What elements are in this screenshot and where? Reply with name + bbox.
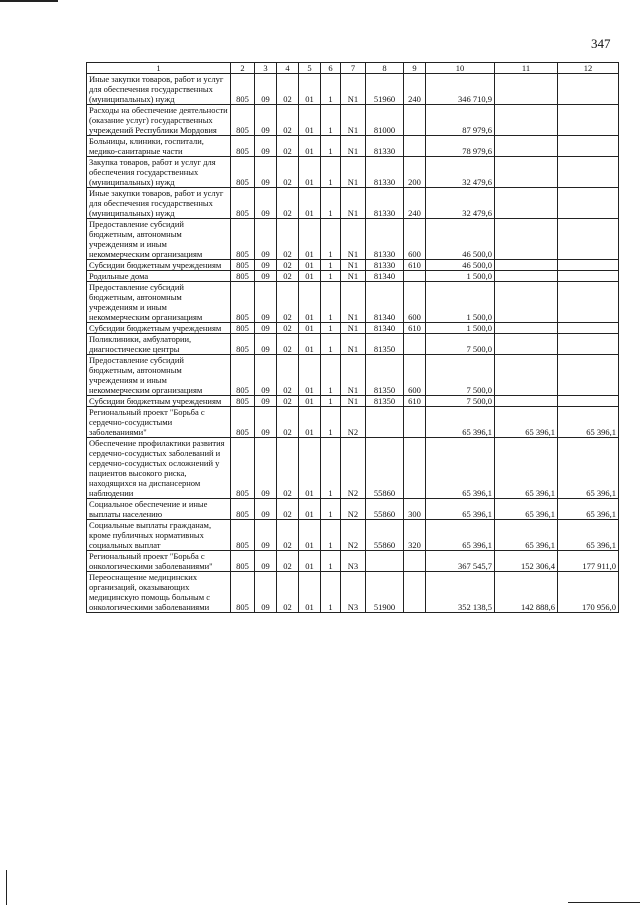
section-code-cell: 09 [255,323,277,334]
row-name-cell: Иные закупки товаров, работ и услуг для обеспечения государственных (муниципальных) нужд [87,188,231,219]
amount-cell [558,74,619,105]
target-code-cell: 1 [321,499,341,520]
ved-code-cell: 805 [231,271,255,282]
target-code-cell: 01 [299,396,321,407]
table-body [87,74,619,613]
section-code-cell: 09 [255,499,277,520]
target-code-cell: 1 [321,260,341,271]
amount-cell: 7 500,0 [426,334,495,355]
amount-cell: 177 911,0 [558,551,619,572]
table-row [87,271,619,282]
amount-cell [558,396,619,407]
expense-type-cell: 320 [404,520,426,551]
target-code-cell: 1 [321,105,341,136]
section-code-cell: 09 [255,105,277,136]
amount-cell [495,219,558,260]
expense-code-cell: 81330 [366,219,404,260]
ved-code-cell: 805 [231,105,255,136]
expense-code-cell: 81340 [366,282,404,323]
amount-cell [558,355,619,396]
amount-cell [558,219,619,260]
section-code-cell: 09 [255,334,277,355]
amount-cell: 65 396,1 [495,499,558,520]
amount-cell: 78 979,6 [426,136,495,157]
expense-code-cell: 81330 [366,188,404,219]
ved-code-cell: 805 [231,396,255,407]
section-code-cell: 09 [255,188,277,219]
row-name-cell: Социальное обеспечение и иные выплаты населению [87,499,231,520]
ved-code-cell: 805 [231,219,255,260]
target-code-cell: 01 [299,520,321,551]
table-row [87,334,619,355]
amount-cell [558,334,619,355]
amount-cell [558,323,619,334]
ved-code-cell: 805 [231,407,255,438]
subsection-code-cell: 02 [277,157,299,188]
amount-cell [558,271,619,282]
ved-code-cell: 805 [231,74,255,105]
ved-code-cell: 805 [231,438,255,499]
expense-type-cell [404,438,426,499]
expense-code-cell: 51900 [366,572,404,613]
row-name-cell: Субсидии бюджетным учреждениям [87,323,231,334]
amount-cell: 65 396,1 [426,520,495,551]
table-row [87,499,619,520]
header-cell: 2 [231,63,255,74]
expense-type-cell: 240 [404,74,426,105]
project-code-cell: N1 [341,219,366,260]
section-code-cell: 09 [255,551,277,572]
subsection-code-cell: 02 [277,551,299,572]
target-code-cell: 1 [321,271,341,282]
project-code-cell: N1 [341,396,366,407]
target-code-cell: 1 [321,219,341,260]
target-code-cell: 01 [299,219,321,260]
row-name-cell: Закупка товаров, работ и услуг для обеспечения государственных (муниципальных) нужд [87,157,231,188]
row-name-cell: Переоснащение медицинских организаций, оказывающих медицинскую помощь больным с онкологическими заболеваниями [87,572,231,613]
header-row [87,63,619,74]
table-row [87,396,619,407]
target-code-cell: 1 [321,323,341,334]
row-name-cell: Предоставление субсидий бюджетным, автономным учреждениям и иным некоммерческим организациям [87,282,231,323]
amount-cell [558,136,619,157]
amount-cell: 170 956,0 [558,572,619,613]
expense-type-cell [404,334,426,355]
amount-cell: 65 396,1 [495,438,558,499]
row-name-cell: Расходы на обеспечение деятельности (оказание услуг) государственных учреждений Республики Мордовия [87,105,231,136]
table-row [87,105,619,136]
target-code-cell: 1 [321,396,341,407]
header-cell: 8 [366,63,404,74]
expense-type-cell [404,551,426,572]
amount-cell [495,188,558,219]
expense-type-cell: 600 [404,355,426,396]
amount-cell: 65 396,1 [495,520,558,551]
project-code-cell: N1 [341,260,366,271]
project-code-cell: N2 [341,499,366,520]
scan-mark-top-left [0,0,58,2]
table-row [87,407,619,438]
expense-code-cell: 81330 [366,260,404,271]
project-code-cell: N1 [341,188,366,219]
row-name-cell: Предоставление субсидий бюджетным, автономным учреждениям и иным некоммерческим организациям [87,219,231,260]
section-code-cell: 09 [255,74,277,105]
amount-cell: 65 396,1 [558,520,619,551]
expense-code-cell: 81000 [366,105,404,136]
expense-type-cell [404,136,426,157]
section-code-cell: 09 [255,396,277,407]
project-code-cell: N1 [341,74,366,105]
table-row [87,438,619,499]
amount-cell: 87 979,6 [426,105,495,136]
target-code-cell: 1 [321,157,341,188]
amount-cell [558,157,619,188]
expense-type-cell: 600 [404,219,426,260]
row-name-cell: Поликлиники, амбулатории, диагностические центры [87,334,231,355]
row-name-cell: Предоставление субсидий бюджетным, автономным учреждениям и иным некоммерческим организациям [87,355,231,396]
section-code-cell: 09 [255,271,277,282]
target-code-cell: 1 [321,334,341,355]
ved-code-cell: 805 [231,520,255,551]
target-code-cell: 1 [321,188,341,219]
expense-type-cell [404,271,426,282]
amount-cell: 65 396,1 [558,438,619,499]
header-cell: 9 [404,63,426,74]
table-row [87,355,619,396]
section-code-cell: 09 [255,407,277,438]
project-code-cell: N1 [341,271,366,282]
header-cell: 6 [321,63,341,74]
subsection-code-cell: 02 [277,282,299,323]
section-code-cell: 09 [255,520,277,551]
subsection-code-cell: 02 [277,260,299,271]
expense-code-cell: 81340 [366,271,404,282]
target-code-cell: 01 [299,282,321,323]
ved-code-cell: 805 [231,188,255,219]
expense-code-cell [366,407,404,438]
table-row [87,188,619,219]
section-code-cell: 09 [255,219,277,260]
expense-code-cell: 81350 [366,396,404,407]
expense-type-cell: 200 [404,157,426,188]
header-cell: 5 [299,63,321,74]
ved-code-cell: 805 [231,355,255,396]
header-cell: 11 [495,63,558,74]
ved-code-cell: 805 [231,499,255,520]
target-code-cell: 01 [299,572,321,613]
target-code-cell: 01 [299,334,321,355]
target-code-cell: 1 [321,551,341,572]
amount-cell: 32 479,6 [426,188,495,219]
ved-code-cell: 805 [231,157,255,188]
amount-cell [558,188,619,219]
ved-code-cell: 805 [231,551,255,572]
expense-code-cell: 81350 [366,334,404,355]
target-code-cell: 1 [321,520,341,551]
expense-type-cell: 600 [404,282,426,323]
project-code-cell: N3 [341,572,366,613]
amount-cell: 32 479,6 [426,157,495,188]
table-row [87,74,619,105]
subsection-code-cell: 02 [277,396,299,407]
amount-cell: 65 396,1 [495,407,558,438]
table-row [87,260,619,271]
amount-cell: 367 545,7 [426,551,495,572]
ved-code-cell: 805 [231,260,255,271]
section-code-cell: 09 [255,438,277,499]
amount-cell [495,157,558,188]
section-code-cell: 09 [255,572,277,613]
expense-code-cell: 55860 [366,520,404,551]
section-code-cell: 09 [255,282,277,323]
amount-cell [495,105,558,136]
table-row [87,323,619,334]
amount-cell [495,271,558,282]
target-code-cell: 01 [299,74,321,105]
target-code-cell: 01 [299,188,321,219]
subsection-code-cell: 02 [277,355,299,396]
section-code-cell: 09 [255,260,277,271]
project-code-cell: N3 [341,551,366,572]
header-cell: 7 [341,63,366,74]
amount-cell: 1 500,0 [426,271,495,282]
table-row [87,572,619,613]
amount-cell: 352 138,5 [426,572,495,613]
amount-cell: 1 500,0 [426,323,495,334]
expense-code-cell: 55860 [366,499,404,520]
row-name-cell: Субсидии бюджетным учреждениям [87,396,231,407]
target-code-cell: 01 [299,355,321,396]
expense-code-cell [366,551,404,572]
target-code-cell: 01 [299,551,321,572]
amount-cell: 65 396,1 [426,407,495,438]
amount-cell [495,260,558,271]
expense-code-cell: 55860 [366,438,404,499]
header-cell: 10 [426,63,495,74]
project-code-cell: N2 [341,520,366,551]
amount-cell [495,74,558,105]
project-code-cell: N2 [341,407,366,438]
expense-type-cell: 240 [404,188,426,219]
table-row [87,219,619,260]
target-code-cell: 01 [299,438,321,499]
expense-type-cell: 300 [404,499,426,520]
target-code-cell: 01 [299,260,321,271]
amount-cell [495,136,558,157]
target-code-cell: 1 [321,355,341,396]
target-code-cell: 1 [321,438,341,499]
amount-cell: 152 306,4 [495,551,558,572]
amount-cell [495,355,558,396]
amount-cell: 65 396,1 [558,499,619,520]
table-row [87,551,619,572]
target-code-cell: 1 [321,74,341,105]
amount-cell [495,396,558,407]
target-code-cell: 1 [321,407,341,438]
table-row [87,282,619,323]
subsection-code-cell: 02 [277,334,299,355]
row-name-cell: Региональный проект "Борьба с сердечно-сосудистыми заболеваниями" [87,407,231,438]
row-name-cell: Родильные дома [87,271,231,282]
subsection-code-cell: 02 [277,323,299,334]
expense-type-cell [404,407,426,438]
ved-code-cell: 805 [231,136,255,157]
subsection-code-cell: 02 [277,188,299,219]
amount-cell: 65 396,1 [558,407,619,438]
project-code-cell: N1 [341,157,366,188]
table-row [87,520,619,551]
header-cell: 12 [558,63,619,74]
ved-code-cell: 805 [231,282,255,323]
section-code-cell: 09 [255,136,277,157]
amount-cell: 46 500,0 [426,260,495,271]
subsection-code-cell: 02 [277,271,299,282]
section-code-cell: 09 [255,157,277,188]
row-name-cell: Социальные выплаты гражданам, кроме публичных нормативных социальных выплат [87,520,231,551]
expense-type-cell: 610 [404,323,426,334]
target-code-cell: 01 [299,157,321,188]
row-name-cell: Субсидии бюджетным учреждениям [87,260,231,271]
row-name-cell: Больницы, клиники, госпитали, медико-санитарные части [87,136,231,157]
amount-cell [495,323,558,334]
target-code-cell: 1 [321,136,341,157]
amount-cell: 7 500,0 [426,396,495,407]
project-code-cell: N1 [341,323,366,334]
project-code-cell: N1 [341,282,366,323]
expense-code-cell: 81340 [366,323,404,334]
target-code-cell: 1 [321,282,341,323]
target-code-cell: 01 [299,499,321,520]
project-code-cell: N1 [341,136,366,157]
project-code-cell: N1 [341,334,366,355]
amount-cell [558,105,619,136]
subsection-code-cell: 02 [277,520,299,551]
expense-type-cell: 610 [404,396,426,407]
expense-code-cell: 81330 [366,157,404,188]
target-code-cell: 01 [299,105,321,136]
project-code-cell: N1 [341,105,366,136]
row-name-cell: Региональный проект "Борьба с онкологическими заболеваниями" [87,551,231,572]
target-code-cell: 1 [321,572,341,613]
row-name-cell: Обеспечение профилактики развития сердечно-сосудистых заболеваний и сердечно-сосудистых осложнений у пациентов высокого риска, находящихся на диспансерном наблюдении [87,438,231,499]
scan-mark-left-edge [6,870,7,905]
target-code-cell: 01 [299,323,321,334]
target-code-cell: 01 [299,136,321,157]
amount-cell: 1 500,0 [426,282,495,323]
subsection-code-cell: 02 [277,407,299,438]
table-row [87,136,619,157]
expense-type-cell: 610 [404,260,426,271]
table-row [87,157,619,188]
ved-code-cell: 805 [231,572,255,613]
header-cell: 1 [87,63,231,74]
amount-cell: 46 500,0 [426,219,495,260]
subsection-code-cell: 02 [277,572,299,613]
expense-code-cell: 81350 [366,355,404,396]
expense-type-cell [404,105,426,136]
amount-cell: 7 500,0 [426,355,495,396]
scan-mark-bottom-right [568,902,640,903]
project-code-cell: N1 [341,355,366,396]
subsection-code-cell: 02 [277,438,299,499]
expense-type-cell [404,572,426,613]
subsection-code-cell: 02 [277,219,299,260]
project-code-cell: N2 [341,438,366,499]
header-cell: 3 [255,63,277,74]
amount-cell [558,282,619,323]
target-code-cell: 01 [299,271,321,282]
subsection-code-cell: 02 [277,105,299,136]
budget-table [86,62,619,613]
subsection-code-cell: 02 [277,499,299,520]
row-name-cell: Иные закупки товаров, работ и услуг для обеспечения государственных (муниципальных) нужд [87,74,231,105]
amount-cell [495,334,558,355]
amount-cell [495,282,558,323]
section-code-cell: 09 [255,355,277,396]
ved-code-cell: 805 [231,323,255,334]
expense-code-cell: 51960 [366,74,404,105]
subsection-code-cell: 02 [277,136,299,157]
amount-cell [558,260,619,271]
amount-cell: 142 888,6 [495,572,558,613]
header-cell: 4 [277,63,299,74]
page-number: 347 [591,36,611,51]
ved-code-cell: 805 [231,334,255,355]
amount-cell: 65 396,1 [426,438,495,499]
target-code-cell: 01 [299,407,321,438]
subsection-code-cell: 02 [277,74,299,105]
amount-cell: 346 710,9 [426,74,495,105]
expense-code-cell: 81330 [366,136,404,157]
amount-cell: 65 396,1 [426,499,495,520]
